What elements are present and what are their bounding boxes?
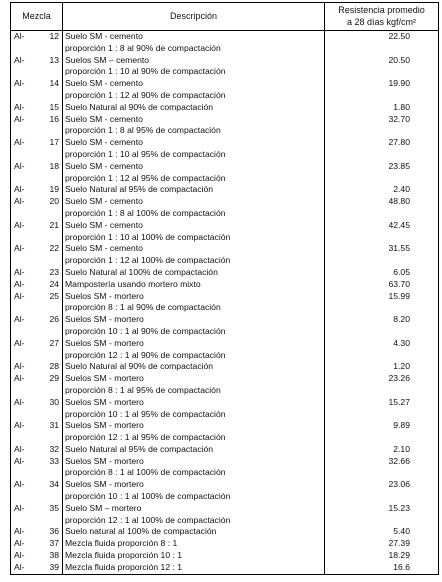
resistance-value: 15.99 — [388, 290, 410, 301]
mix-prefix: Al- — [14, 526, 25, 537]
resistance-value: 2.40 — [393, 184, 410, 195]
mix-number: 14 — [49, 78, 59, 89]
mix-prefix: Al- — [14, 455, 25, 466]
description-line: Suelos SM – cemento — [65, 54, 150, 65]
resistance-value: 63.70 — [388, 278, 410, 289]
table-row — [11, 31, 439, 55]
resistance-cell — [325, 137, 439, 161]
mix-id-cell — [11, 279, 63, 291]
description-cell — [63, 161, 325, 185]
mix-id-cell — [11, 55, 63, 79]
description-line: Suelo Natural al 90% de compactación — [65, 101, 214, 112]
mix-number: 32 — [49, 443, 59, 454]
description-cell — [63, 196, 325, 220]
resistance-cell — [325, 338, 439, 362]
mix-prefix: Al- — [14, 219, 25, 230]
mix-id-cell — [11, 243, 63, 267]
description-line: proporción 12 : 1 al 100% de compactación — [65, 514, 231, 525]
table-row — [11, 503, 439, 527]
description-cell — [63, 479, 325, 503]
table-row — [11, 538, 439, 550]
mix-id-cell — [11, 291, 63, 315]
mix-prefix: Al- — [14, 278, 25, 289]
table-row — [11, 291, 439, 315]
resistance-value: 1.80 — [393, 101, 410, 112]
resistance-value: 1.20 — [393, 361, 410, 372]
description-cell — [63, 538, 325, 550]
description-line: proporción 1 : 10 al 90% de compactación — [65, 66, 226, 77]
mix-prefix: Al- — [14, 160, 25, 171]
resistance-cell — [325, 220, 439, 244]
resistance-value: 2.10 — [393, 443, 410, 454]
resistance-value: 32.66 — [388, 455, 410, 466]
mix-id-cell — [11, 420, 63, 444]
resistance-cell — [325, 55, 439, 79]
description-line: Suelo Natural al 95% de compactación — [65, 184, 214, 195]
description-line: Suelo SM - cemento — [65, 31, 143, 41]
description-line: Suelo Natural al 95% de compactación — [65, 443, 214, 454]
mix-number: 37 — [49, 538, 59, 549]
description-cell — [63, 291, 325, 315]
header-resistance-line2: a 28 días kgf/cm² — [346, 16, 417, 27]
description-line: proporción 12 : 1 al 90% de compactación — [65, 349, 226, 360]
table-row — [11, 397, 439, 421]
resistance-value: 9.89 — [393, 420, 410, 431]
header-description: Descripción — [63, 3, 325, 31]
table-row — [11, 550, 439, 562]
mix-number: 26 — [49, 314, 59, 325]
description-cell — [63, 137, 325, 161]
table-row — [11, 361, 439, 373]
mix-id-cell — [11, 444, 63, 456]
resistance-value: 15.23 — [388, 502, 410, 513]
mix-id-cell — [11, 102, 63, 114]
mix-number: 17 — [49, 137, 59, 148]
table-row — [11, 220, 439, 244]
mix-number: 29 — [49, 373, 59, 384]
table-row — [11, 444, 439, 456]
resistance-cell — [325, 550, 439, 562]
mix-number: 21 — [49, 219, 59, 230]
description-cell — [63, 78, 325, 102]
resistance-cell — [325, 243, 439, 267]
table-row — [11, 279, 439, 291]
description-cell — [63, 373, 325, 397]
resistance-value: 23.26 — [388, 373, 410, 384]
resistance-cell — [325, 291, 439, 315]
header-row — [11, 3, 439, 31]
mix-prefix: Al- — [14, 290, 25, 301]
mix-id-cell — [11, 31, 63, 55]
mix-id-cell — [11, 184, 63, 196]
resistance-value: 20.50 — [388, 54, 410, 65]
resistance-cell — [325, 397, 439, 421]
mix-id-cell — [11, 526, 63, 538]
description-cell — [63, 243, 325, 267]
mix-number: 12 — [49, 31, 59, 41]
description-line: proporción 8 : 1 al 100% de compactación — [65, 467, 226, 478]
mix-prefix: Al- — [14, 31, 25, 41]
resistance-cell — [325, 161, 439, 185]
mix-prefix: Al- — [14, 396, 25, 407]
resistance-cell — [325, 279, 439, 291]
mix-id-cell — [11, 562, 63, 574]
mix-prefix: Al- — [14, 78, 25, 89]
description-cell — [63, 55, 325, 79]
description-line: Suelo natural al 100% de compactación — [65, 526, 217, 537]
description-cell — [63, 420, 325, 444]
description-line: proporción 12 : 1 al 95% de compactación — [65, 432, 226, 443]
resistance-cell — [325, 420, 439, 444]
table-row — [11, 420, 439, 444]
mix-id-cell — [11, 196, 63, 220]
mix-number: 34 — [49, 479, 59, 490]
resistance-cell — [325, 184, 439, 196]
resistance-cell — [325, 102, 439, 114]
description-cell — [63, 562, 325, 574]
table-row — [11, 338, 439, 362]
resistance-cell — [325, 196, 439, 220]
description-line: proporción 10 : 1 al 100% de compactación — [65, 491, 231, 502]
table-row — [11, 526, 439, 538]
mix-id-cell — [11, 538, 63, 550]
mix-id-cell — [11, 161, 63, 185]
mix-prefix: Al- — [14, 479, 25, 490]
description-line: Mezcla fluida proporción 8 : 1 — [65, 538, 178, 549]
resistance-value: 48.80 — [388, 196, 410, 207]
mix-number: 18 — [49, 160, 59, 171]
mix-id-cell — [11, 550, 63, 562]
mix-id-cell — [11, 114, 63, 138]
description-cell — [63, 397, 325, 421]
mix-prefix: Al- — [14, 54, 25, 65]
description-cell — [63, 220, 325, 244]
table-row — [11, 114, 439, 138]
table-row — [11, 243, 439, 267]
description-line: proporción 1 : 10 al 100% de compactación — [65, 231, 231, 242]
mix-prefix: Al- — [14, 266, 25, 277]
header-mix: Mezcla — [11, 3, 63, 31]
table-row — [11, 184, 439, 196]
description-line: Suelos SM - mortero — [65, 373, 144, 384]
resistance-cell — [325, 503, 439, 527]
mix-id-cell — [11, 503, 63, 527]
table-body — [11, 31, 439, 575]
description-line: proporción 1 : 8 al 95% de compactación — [65, 125, 221, 136]
mix-prefix: Al- — [14, 373, 25, 384]
mix-number: 28 — [49, 361, 59, 372]
table-row — [11, 102, 439, 114]
mix-id-cell — [11, 137, 63, 161]
resistance-value: 27.39 — [388, 538, 410, 549]
description-line: proporción 10 : 1 al 90% de compactación — [65, 325, 226, 336]
description-line: Suelo SM – mortero — [65, 502, 142, 513]
mix-prefix: Al- — [14, 561, 25, 572]
description-line: Suelos SM - mortero — [65, 337, 144, 348]
description-cell — [63, 444, 325, 456]
description-line: Suelos SM - mortero — [65, 314, 144, 325]
resistance-value: 27.80 — [388, 137, 410, 148]
mix-prefix: Al- — [14, 443, 25, 454]
table-row — [11, 78, 439, 102]
mix-id-cell — [11, 456, 63, 480]
resistance-cell — [325, 456, 439, 480]
mix-number: 27 — [49, 337, 59, 348]
description-cell — [63, 338, 325, 362]
resistance-cell — [325, 361, 439, 373]
mix-prefix: Al- — [14, 196, 25, 207]
description-line: Suelo Natural al 90% de compactación — [65, 361, 214, 372]
mix-id-cell — [11, 78, 63, 102]
resistance-cell — [325, 444, 439, 456]
mix-number: 35 — [49, 502, 59, 513]
mix-prefix: Al- — [14, 337, 25, 348]
mix-prefix: Al- — [14, 538, 25, 549]
mix-prefix: Al- — [14, 243, 25, 254]
table-row — [11, 55, 439, 79]
description-cell — [63, 456, 325, 480]
resistance-value: 23.06 — [388, 479, 410, 490]
mix-number: 24 — [49, 278, 59, 289]
description-line: Suelos SM - mortero — [65, 290, 144, 301]
resistance-cell — [325, 479, 439, 503]
description-cell — [63, 184, 325, 196]
description-line: Suelo SM - cemento — [65, 137, 143, 148]
mix-number: 36 — [49, 526, 59, 537]
resistance-cell — [325, 267, 439, 279]
mix-number: 25 — [49, 290, 59, 301]
table-row — [11, 161, 439, 185]
mix-number: 31 — [49, 420, 59, 431]
description-line: Mezcla fluida proporción 12 : 1 — [65, 561, 183, 572]
description-line: Suelos SM - mortero — [65, 396, 144, 407]
mix-id-cell — [11, 220, 63, 244]
mix-id-cell — [11, 373, 63, 397]
mix-id-cell — [11, 397, 63, 421]
description-line: Suelos SM - mortero — [65, 420, 144, 431]
resistance-cell — [325, 562, 439, 574]
description-line: Suelo Natural al 100% de compactación — [65, 266, 218, 277]
mix-number: 30 — [49, 396, 59, 407]
resistance-cell — [325, 538, 439, 550]
description-line: proporción 1 : 8 al 90% de compactación — [65, 42, 221, 53]
mix-prefix: Al- — [14, 113, 25, 124]
table-row — [11, 267, 439, 279]
resistance-value: 8.20 — [393, 314, 410, 325]
table-row — [11, 479, 439, 503]
description-line: Mampostería usando mortero mixto — [65, 278, 201, 289]
mix-number: 19 — [49, 184, 59, 195]
description-cell — [63, 526, 325, 538]
description-line: Suelo SM - cemento — [65, 243, 143, 254]
resistance-cell — [325, 31, 439, 55]
description-line: Suelos SM - mortero — [65, 455, 144, 466]
description-line: proporción 1 : 12 al 100% de compactación — [65, 255, 231, 266]
table-row — [11, 562, 439, 574]
resistance-value: 15.27 — [388, 396, 410, 407]
table-row — [11, 456, 439, 480]
mix-number: 33 — [49, 455, 59, 466]
resistance-value: 23.85 — [388, 160, 410, 171]
mix-prefix: Al- — [14, 314, 25, 325]
resistance-cell — [325, 114, 439, 138]
mix-prefix: Al- — [14, 550, 25, 561]
description-cell — [63, 503, 325, 527]
table-row — [11, 137, 439, 161]
resistance-value: 32.70 — [388, 113, 410, 124]
mix-prefix: Al- — [14, 184, 25, 195]
mix-number: 22 — [49, 243, 59, 254]
resistance-value: 16.6 — [393, 561, 410, 572]
mix-prefix: Al- — [14, 137, 25, 148]
mix-prefix: Al- — [14, 361, 25, 372]
resistance-value: 31.55 — [388, 243, 410, 254]
resistance-value: 5.40 — [393, 526, 410, 537]
description-line: proporción 1 : 10 al 95% de compactación — [65, 148, 226, 159]
description-line: Suelo SM - cemento — [65, 160, 143, 171]
mix-id-cell — [11, 361, 63, 373]
mix-id-cell — [11, 267, 63, 279]
mix-number: 23 — [49, 266, 59, 277]
table-row — [11, 196, 439, 220]
description-cell — [63, 267, 325, 279]
header-resistance — [325, 3, 439, 31]
resistance-cell — [325, 526, 439, 538]
description-cell — [63, 102, 325, 114]
mix-number: 20 — [49, 196, 59, 207]
table-row — [11, 373, 439, 397]
mix-number: 15 — [49, 101, 59, 112]
mix-id-cell — [11, 479, 63, 503]
description-cell — [63, 279, 325, 291]
mix-prefix: Al- — [14, 101, 25, 112]
description-line: proporción 10 : 1 al 95% de compactación — [65, 408, 226, 419]
description-line: proporción 1 : 12 al 90% de compactación — [65, 89, 226, 100]
description-cell — [63, 361, 325, 373]
resistance-value: 18.29 — [388, 550, 410, 561]
table-row — [11, 314, 439, 338]
description-cell — [63, 31, 325, 55]
description-cell — [63, 314, 325, 338]
mix-prefix: Al- — [14, 420, 25, 431]
resistance-cell — [325, 314, 439, 338]
description-line: Suelo SM - cemento — [65, 196, 143, 207]
description-line: Mezcla fluida proporción 10 : 1 — [65, 550, 183, 561]
description-line: Suelo SM - cemento — [65, 113, 143, 124]
description-cell — [63, 550, 325, 562]
description-line: proporción 8 : 1 al 95% de compactación — [65, 384, 221, 395]
resistance-value: 6.05 — [393, 266, 410, 277]
description-line: Suelo SM - cemento — [65, 219, 143, 230]
resistance-value: 4.30 — [393, 337, 410, 348]
resistance-cell — [325, 78, 439, 102]
description-line: Suelos SM - mortero — [65, 479, 144, 490]
description-line: proporción 1 : 12 al 95% de compactación — [65, 172, 226, 183]
resistance-value: 22.50 — [388, 31, 410, 41]
mix-prefix: Al- — [14, 502, 25, 513]
description-cell — [63, 114, 325, 138]
description-line: Suelo SM - cemento — [65, 78, 143, 89]
mix-number: 39 — [49, 561, 59, 572]
resistance-cell — [325, 373, 439, 397]
mix-number: 13 — [49, 54, 59, 65]
mix-number: 16 — [49, 113, 59, 124]
header-resistance-line1: Resistencia promedio — [338, 5, 425, 15]
mix-id-cell — [11, 314, 63, 338]
resistance-value: 19.90 — [388, 78, 410, 89]
mix-number: 38 — [49, 550, 59, 561]
mix-id-cell — [11, 338, 63, 362]
description-line: proporción 1 : 8 al 100% de compactación — [65, 207, 226, 218]
description-line: proporción 8 : 1 al 90% de compactación — [65, 302, 221, 313]
resistance-table — [10, 2, 439, 575]
resistance-value: 42.45 — [388, 219, 410, 230]
